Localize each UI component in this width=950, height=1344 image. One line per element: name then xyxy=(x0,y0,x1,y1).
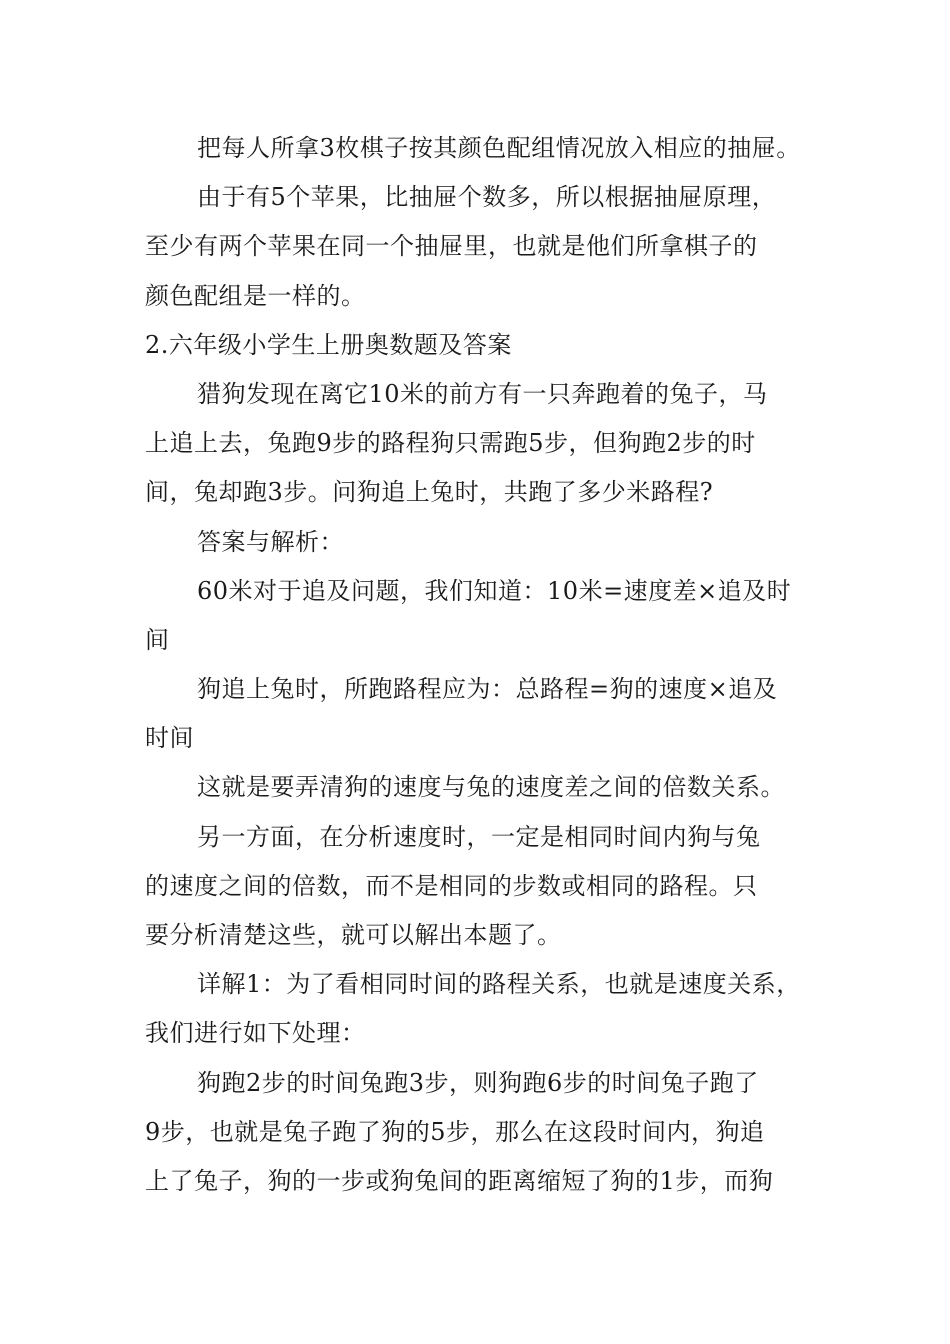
paragraph-line: 详解1：为了看相同时间的路程关系，也就是速度关系， xyxy=(197,970,801,999)
paragraph-line: 的速度之间的倍数，而不是相同的步数或相同的路程。只 xyxy=(145,871,758,900)
paragraph-line: 这就是要弄清狗的速度与兔的速度差之间的倍数关系。 xyxy=(197,773,785,802)
paragraph-line: 狗追上兔时，所跑路程应为：总路程=狗的速度×追及 xyxy=(197,675,778,704)
document-body xyxy=(145,124,825,1206)
paragraph-line: 至少有两个苹果在同一个抽屉里，也就是他们所拿棋子的 xyxy=(145,232,758,261)
paragraph-line: 时间 xyxy=(145,724,194,753)
paragraph-line: 9步，也就是兔子跑了狗的5步，那么在这段时间内，狗追 xyxy=(145,1117,765,1146)
paragraph-line: 另一方面，在分析速度时，一定是相同时间内狗与兔 xyxy=(197,822,761,851)
paragraph-line: 上追上去，兔跑9步的路程狗只需跑5步，但狗跑2步的时 xyxy=(145,429,756,458)
paragraph-line: 把每人所拿3枚棋子按其颜色配组情况放入相应的抽屉。 xyxy=(197,134,801,162)
paragraph-line: 我们进行如下处理： xyxy=(145,1019,366,1048)
paragraph-line: 狗跑2步的时间兔跑3步，则狗跑6步的时间兔子跑了 xyxy=(197,1068,759,1097)
paragraph-line: 上了兔子，狗的一步或狗兔间的距离缩短了狗的1步，而狗 xyxy=(145,1166,774,1195)
paragraph-line: 颜色配组是一样的。 xyxy=(145,281,366,310)
paragraph-line: 间 xyxy=(145,625,170,654)
paragraph-line: 由于有5个苹果，比抽屉个数多，所以根据抽屉原理， xyxy=(197,183,777,212)
paragraph-line: 间，兔却跑3步。问狗追上兔时，共跑了多少米路程? xyxy=(145,478,714,507)
paragraph-line: 猎狗发现在离它10米的前方有一只奔跑着的兔子，马 xyxy=(197,379,768,408)
section-heading: 2.六年级小学生上册奥数题及答案 xyxy=(145,330,512,359)
paragraph-line: 60米对于追及问题，我们知道：10米=速度差×追及时 xyxy=(197,576,792,605)
paragraph-line: 答案与解析： xyxy=(197,527,344,556)
paragraph-line: 要分析清楚这些，就可以解出本题了。 xyxy=(145,921,562,949)
